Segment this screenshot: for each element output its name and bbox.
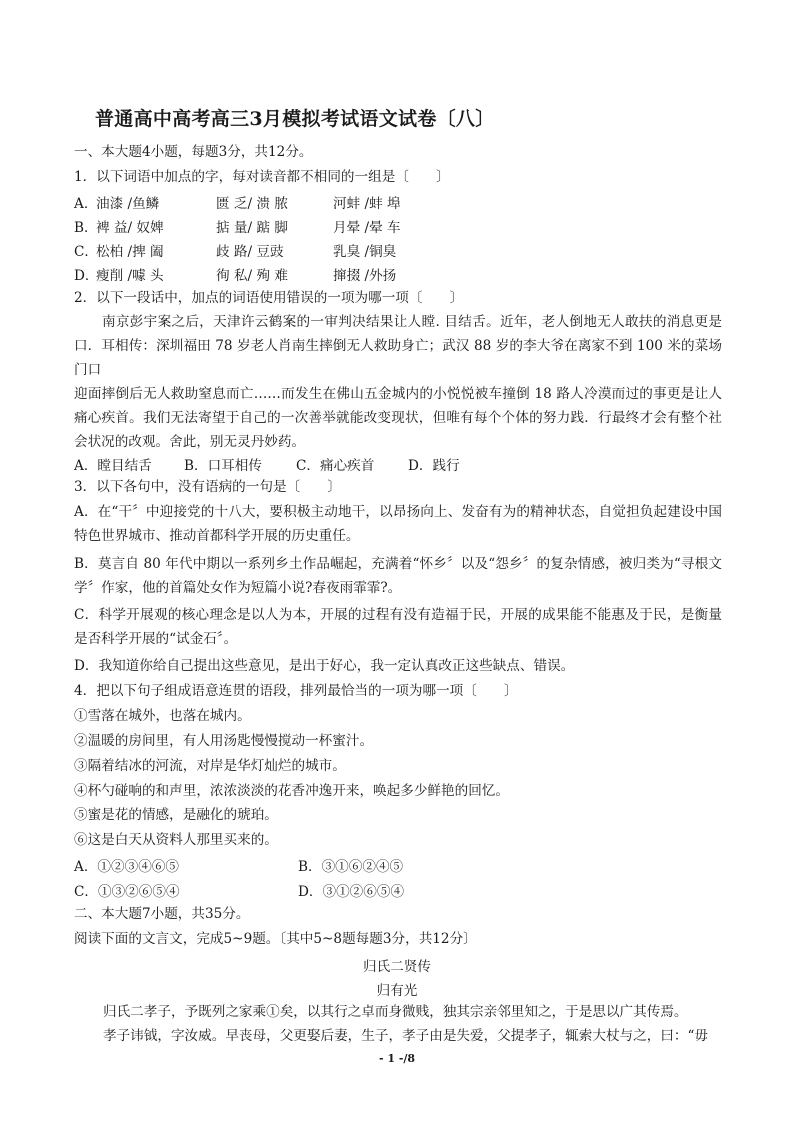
q1-cell: 瘦削 /噱 头	[96, 268, 164, 284]
q4-item: ③隔着结冰的河流，对岸是华灯灿烂的城市。	[74, 758, 346, 774]
q4-item: ⑤蜜是花的情感，是融化的琥珀。	[74, 807, 278, 823]
q1-cell: 匮 乏/ 溃 脓	[216, 196, 288, 212]
q2-stem: 2．以下一段话中，加点的词语使用错误的一项为哪一项〔 〕	[74, 290, 464, 306]
q4-option-b: B．③①⑥②④⑤	[298, 859, 404, 875]
exam-title: 普通高中高考高三3月模拟考试语文试卷〔八〕	[95, 108, 495, 130]
q2-passage-1: 南京彭宇案之后，天津许云鹤案的一审判决结果让人瞠. 目结舌。近年，老人倒地无人敢扶的消息更是口．耳相传：深圳福田 78 岁老人肖南生摔倒无人救助身亡；武汉 88 岁的李大爷在离家不到 100 米的菜场门口	[74, 314, 722, 379]
q1-label: B．	[74, 220, 98, 236]
q1-cell: 裨 益/ 奴婢	[96, 220, 164, 236]
q1-cell: 油漆 /鱼鳞	[96, 196, 160, 212]
q2-passage-2: 迎面摔倒后无人救助窒息而亡……而发生在佛山五金城内的小悦悦被车撞倒 18 路人冷漠而过的事更是让人痛心疾首。我们无法寄望于自己的一次善举就能改变现状，但唯有每个个体的努力践．行最终才会有整个社 会状况的改观。舍此，别无灵丹妙药。	[74, 386, 722, 451]
q4-option-d: D．③①②⑥⑤④	[298, 884, 405, 900]
passage-paragraph-1: 归氏二孝子，予既列之家乘①矣，以其行之卓而身微贱，独其宗亲邻里知之，于是思以广其传焉。	[103, 1004, 688, 1020]
q1-label: D．	[74, 268, 99, 284]
q1-stem: 1．以下词语中加点的字，每对读音都不相同的一组是〔 〕	[74, 169, 450, 185]
q4-stem: 4．把以下句子组成语意连贯的语段，排列最恰当的一项为哪一项〔 〕	[74, 683, 518, 699]
page-number: - 1 -/8	[378, 1052, 416, 1065]
q4-option-c: C．①③②⑥⑤④	[74, 884, 180, 900]
section1-header: 一、本大题4小题，每题3分，共12分。	[74, 144, 313, 160]
q4-item: ②温暖的房间里，有人用汤匙慢慢搅动一杯蜜汁。	[74, 733, 374, 749]
q1-cell: 撺掇 /外扬	[333, 268, 397, 284]
q3-option-a: A．在“干〞中迎接党的十八大，要积极主动地干，以昂扬向上、发奋有为的精神状态，自觉担负起建设中国特色世界城市、推动首都科学开展的历史重任。	[74, 504, 722, 545]
passage-paragraph-2: 孝子讳钺，字汝威。早丧母，父更娶后妻，生子，孝子由是失爱，父提孝子，辄索大杖与之，曰：“毋	[103, 1028, 709, 1044]
q3-option-d: D．我知道你给自己提出这些意见，是出于好心，我一定认真改正这些缺点、错误。	[74, 658, 575, 674]
q1-cell: 月晕 /晕 车	[333, 220, 401, 236]
passage-title: 归氏二贤传	[363, 959, 431, 975]
q1-cell: 徇 私/ 殉 难	[216, 268, 288, 284]
q1-label: A．	[74, 196, 98, 212]
section2-intro: 阅读下面的文言文，完成5~9题。〔其中5~8题每题3分，共12分〕	[74, 931, 477, 947]
q4-option-a: A．①②③④⑥⑤	[74, 859, 179, 875]
q2-option-a: A．瞠目结舌	[74, 458, 152, 474]
q2-option-c: C．痛心疾首	[296, 458, 375, 474]
passage-author: 归有光	[376, 983, 418, 999]
q1-cell: 掂 量/ 踮 脚	[216, 220, 288, 236]
q4-item: ⑥这是白天从资料人那里买来的。	[74, 832, 278, 848]
section2-header: 二、本大题7小题，共35分。	[74, 906, 250, 922]
q4-item: ①雪落在城外，也落在城内。	[74, 708, 251, 724]
q3-option-b: B．莫言自 80 年代中期以一系列乡土作品崛起，充满着“怀乡〞以及“怨乡〞的复杂情感，被归类为“寻根文学〞作家，他的首篇处女作为短篇小说?春夜雨霏霏?。	[74, 556, 722, 597]
q1-cell: 河蚌 /蚌 埠	[333, 196, 401, 212]
q4-item: ④杯勺碰响的和声里，浓浓淡淡的花香冲逸开来，唤起多少鲜艳的回忆。	[74, 783, 509, 799]
q2-option-b: B．口耳相传	[184, 458, 262, 474]
q1-label: C．	[74, 244, 98, 260]
q1-cell: 松柏 /捭 阖	[96, 244, 164, 260]
q1-cell: 乳臭 /铜臭	[333, 244, 397, 260]
q1-cell: 歧 路/ 豆豉	[216, 244, 284, 260]
q3-option-c: C．科学开展观的核心理念是以人为本，开展的过程有没有造福于民，开展的成果能不能惠及于民，是衡量是否科学开展的“试金石〞。	[74, 607, 722, 648]
q2-option-d: D．践行	[408, 458, 460, 474]
q3-stem: 3．以下各句中，没有语病的一句是〔 〕	[74, 479, 341, 495]
